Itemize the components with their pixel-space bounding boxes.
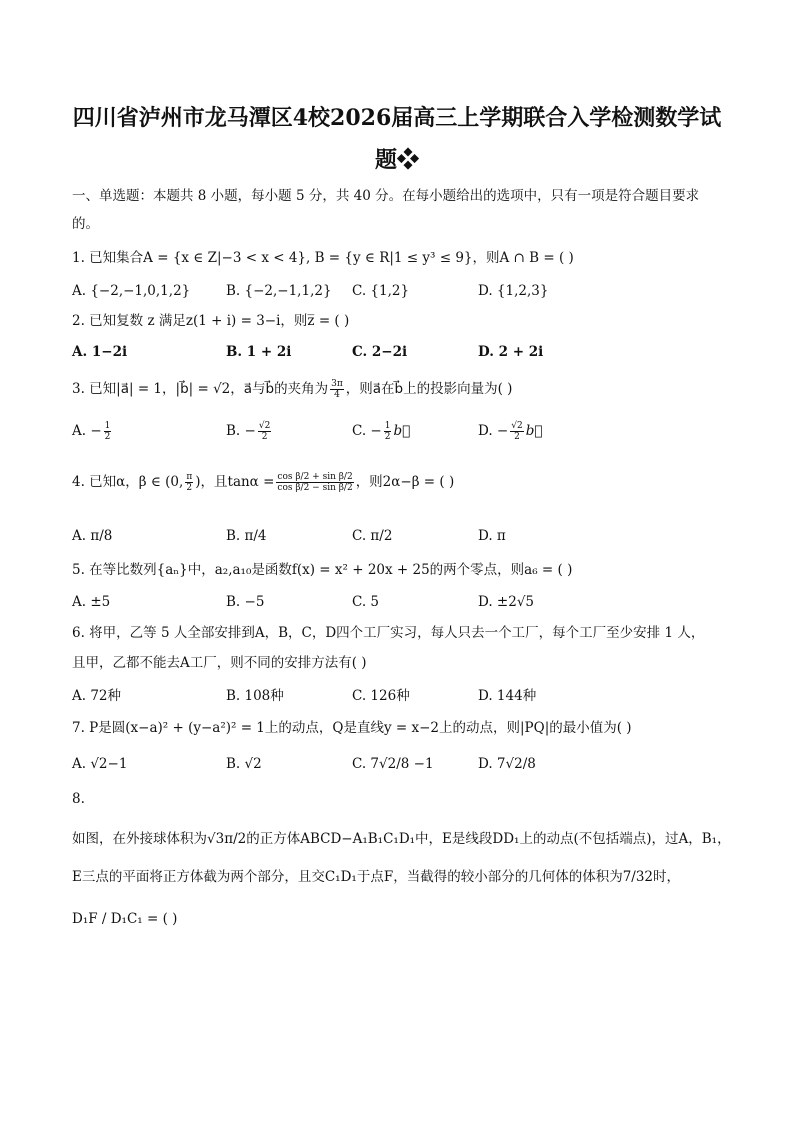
question-3-option-c: C. − $\frac{1}{2}$ b⃗ — [352, 421, 411, 442]
question-4-stem-part1: 4. 已知α，β ∈ (0, — [72, 474, 184, 490]
question-8-stem-answer-line: D₁F / D₁C₁ = ( ) — [72, 911, 178, 927]
question-3-stem-part1: 3. 已知|a⃗| = 1，|b⃗| = √2，a⃗与b⃗的夹角为 — [72, 381, 329, 397]
fraction-numerator: cos β/2 + sin β/2 — [277, 472, 353, 482]
question-6-option-c: C. 126种 — [352, 688, 410, 704]
vector-b-symbol: b⃗ — [393, 423, 411, 439]
fraction-denominator: cos β/2 − sin β/2 — [277, 483, 353, 493]
fraction-numerator: 1 — [104, 421, 111, 431]
fraction-denominator: 2 — [104, 432, 111, 442]
question-6-option-a: A. 72种 — [72, 688, 122, 704]
question-1-option-c: C. {1,2} — [352, 283, 410, 299]
question-2-option-b: B. 1 + 2i — [226, 344, 292, 360]
question-5-option-b: B. −5 — [226, 594, 265, 610]
question-8-stem-continued: E三点的平面将正方体截为两个部分，且交C₁D₁于点F，当截得的较小部分的几何体的体积为7/32时， — [72, 869, 681, 885]
section-heading: 一、单选题：本题共 8 小题，每小题 5 分，共 40 分。在每小题给出的选项中，只有一项是符合题目要求 — [72, 188, 700, 204]
question-7-option-c: C. 7√2/8 −1 — [352, 756, 434, 772]
fraction-denominator: 2 — [261, 432, 268, 442]
question-5-option-a: A. ±5 — [72, 594, 111, 610]
question-4-interval-fraction — [185, 472, 193, 493]
page-title-line2 — [60, 142, 734, 178]
question-3-stem — [72, 378, 732, 400]
question-6-option-b: B. 108种 — [226, 688, 284, 704]
question-2-option-a: A. 1−2i — [72, 344, 128, 360]
question-5-stem: 5. 在等比数列{aₙ}中，a₂,a₁₀是函数f(x) = x² + 20x + 25的两个零点，则a₆ = ( ) — [72, 562, 573, 578]
question-8-number: 8. — [72, 791, 85, 807]
question-3-option-a: A. − $\frac{1}{2}$ — [72, 421, 111, 442]
question-3-option-d: D. − $\frac{√2}{2}$ b⃗ — [478, 421, 543, 442]
question-4-option-d: D. π — [478, 528, 506, 544]
fraction-denominator: 2 — [514, 432, 520, 442]
fraction-numerator: √2 — [511, 421, 523, 431]
question-2-option-c: C. 2−2i — [352, 344, 408, 360]
title-ornament-icon: ❖ — [397, 147, 420, 173]
option-label: B. — [226, 423, 241, 439]
fraction-denominator: 2 — [384, 432, 391, 442]
question-4-option-b: B. π/4 — [226, 528, 267, 544]
question-7-stem: 7. P是圆(x−a)² + (y−a²)² = 1上的动点，Q是直线y = x−2上的动点，则|PQ|的最小值为( ) — [72, 720, 632, 736]
question-4-stem-part3: ，则2α−β = ( ) — [355, 474, 455, 490]
question-1-stem: 1. 已知集合A = {x ∈ Z|−3 < x < 4}, B = {y ∈ R|1 ≤ y³ ≤ 9}，则A ∩ B = ( ) — [72, 250, 574, 266]
page-title-text-continued: 题 — [374, 147, 397, 173]
question-4-tan-fraction — [276, 472, 353, 493]
question-3-stem-part2: ，则a⃗在b⃗上的投影向量为( ) — [345, 381, 513, 397]
question-7-option-d: D. 7√2/8 — [478, 756, 536, 772]
fraction-denominator: 2 — [186, 483, 193, 493]
question-2-option-d: D. 2 + 2i — [478, 344, 544, 360]
fraction-denominator: 4 — [334, 390, 340, 400]
option-fraction — [510, 421, 523, 442]
page-title-text: 四川省泸州市龙马潭区4校2026届高三上学期联合入学检测数学试 — [72, 105, 722, 131]
page-title-line1 — [60, 100, 734, 136]
question-6-stem: 6. 将甲，乙等 5 人全部安排到A，B，C，D四个工厂实习，每人只去一个工厂，每个工厂至少安排 1 人， — [72, 625, 705, 641]
question-3-option-b: B. − $\frac{√2}{2}$ — [226, 421, 271, 442]
option-fraction — [104, 421, 112, 442]
section-heading-continued: 的。 — [72, 216, 99, 232]
fraction-numerator: 3π — [331, 379, 343, 389]
question-8-stem: 如图，在外接球体积为√3π/2的正方体ABCD−A₁B₁C₁D₁中，E是线段DD₁上的动点(不包括端点)，过A，B₁， — [72, 831, 731, 847]
question-1-option-a: A. {−2,−1,0,1,2} — [72, 283, 191, 299]
question-6-stem-continued: 且甲，乙都不能去A工厂，则不同的安排方法有( ) — [72, 655, 367, 671]
option-label: C. — [352, 423, 367, 439]
option-label: A. — [72, 423, 87, 439]
vector-b-symbol: b⃗ — [525, 423, 543, 439]
question-5-option-d: D. ±2√5 — [478, 594, 535, 610]
question-4-stem-part2: )，且tanα = — [195, 474, 275, 490]
question-4-option-a: A. π/8 — [72, 528, 113, 544]
question-7-option-b: B. √2 — [226, 756, 262, 772]
fraction-numerator: 1 — [384, 421, 391, 431]
option-fraction — [384, 421, 392, 442]
question-7-option-a: A. √2−1 — [72, 756, 128, 772]
question-6-option-d: D. 144种 — [478, 688, 537, 704]
question-5-option-c: C. 5 — [352, 594, 380, 610]
option-fraction — [258, 421, 271, 442]
question-1-option-d: D. {1,2,3} — [478, 283, 549, 299]
fraction-numerator: √2 — [258, 421, 271, 431]
option-label: D. — [478, 423, 493, 439]
question-3-angle-fraction — [330, 379, 344, 400]
question-4-stem — [72, 471, 732, 493]
question-1-option-b: B. {−2,−1,1,2} — [226, 283, 332, 299]
question-4-option-c: C. π/2 — [352, 528, 393, 544]
question-2-stem: 2. 已知复数 z 满足z(1 + i) = 3−i，则z̅ = ( ) — [72, 313, 350, 329]
fraction-numerator: π — [186, 472, 193, 482]
